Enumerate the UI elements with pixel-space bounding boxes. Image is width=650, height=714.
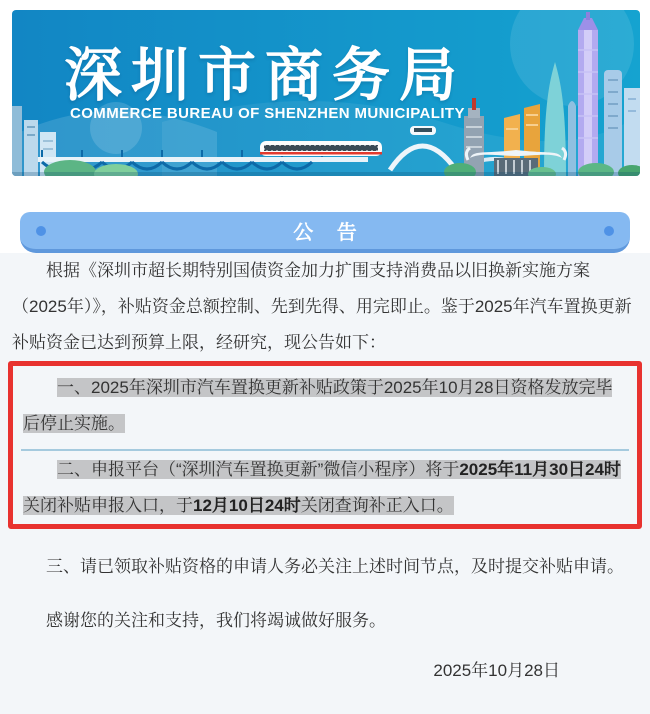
- header-banner: [12, 10, 640, 176]
- notice-item-2-text: [23, 460, 621, 515]
- item2-deadline-2: 12月10日24时: [193, 496, 301, 515]
- item2-mid: 关闭补贴申报入口，于: [23, 496, 193, 515]
- bar-right-dot-icon: [604, 226, 614, 236]
- notice-item-3: 三、请已领取补贴资格的申请人务必关注上述时间节点，及时提交补贴申请。: [46, 557, 624, 576]
- intro-paragraph: 根据《深圳市超长期特别国债资金加力扩围支持消费品以旧换新实施方案（2025年）》，补贴资金总额控制、先到先得、用完即止。鉴于2025年汽车置换更新补贴资金已达到预算上限，经研究，现公告如下：: [12, 261, 632, 352]
- bureau-subtitle-en: COMMERCE BUREAU OF SHENZHEN MUNICIPALITY: [70, 105, 465, 122]
- highlighted-alert-box: [8, 361, 642, 529]
- notice-item-1-text: 一、2025年深圳市汽车置换更新补贴政策于2025年10月28日资格发放完毕后停止实施。: [23, 378, 613, 433]
- alert-box-divider: [21, 449, 629, 451]
- notice-body: [0, 253, 650, 714]
- item2-post: 关闭查询补正入口。: [300, 496, 454, 515]
- notice-title: 公 告: [293, 222, 366, 244]
- bar-left-dot-icon: [36, 226, 46, 236]
- notice-item-2: [19, 452, 631, 524]
- notice-title-bar: [20, 212, 630, 253]
- train-icon: [260, 141, 382, 156]
- item2-pre: 二、申报平台（“深圳汽车置换更新”微信小程序）将于: [57, 460, 460, 479]
- notice-item-1: [19, 370, 631, 442]
- item2-deadline-1: 2025年11月30日24时: [459, 460, 621, 479]
- thanks-paragraph: 感谢您的关注和支持，我们将竭诚做好服务。: [46, 611, 386, 630]
- bureau-title: 深圳市商务局: [64, 43, 467, 108]
- signature-date: 2025年10月28日: [433, 661, 560, 680]
- ping-an-tower-icon: [578, 12, 598, 176]
